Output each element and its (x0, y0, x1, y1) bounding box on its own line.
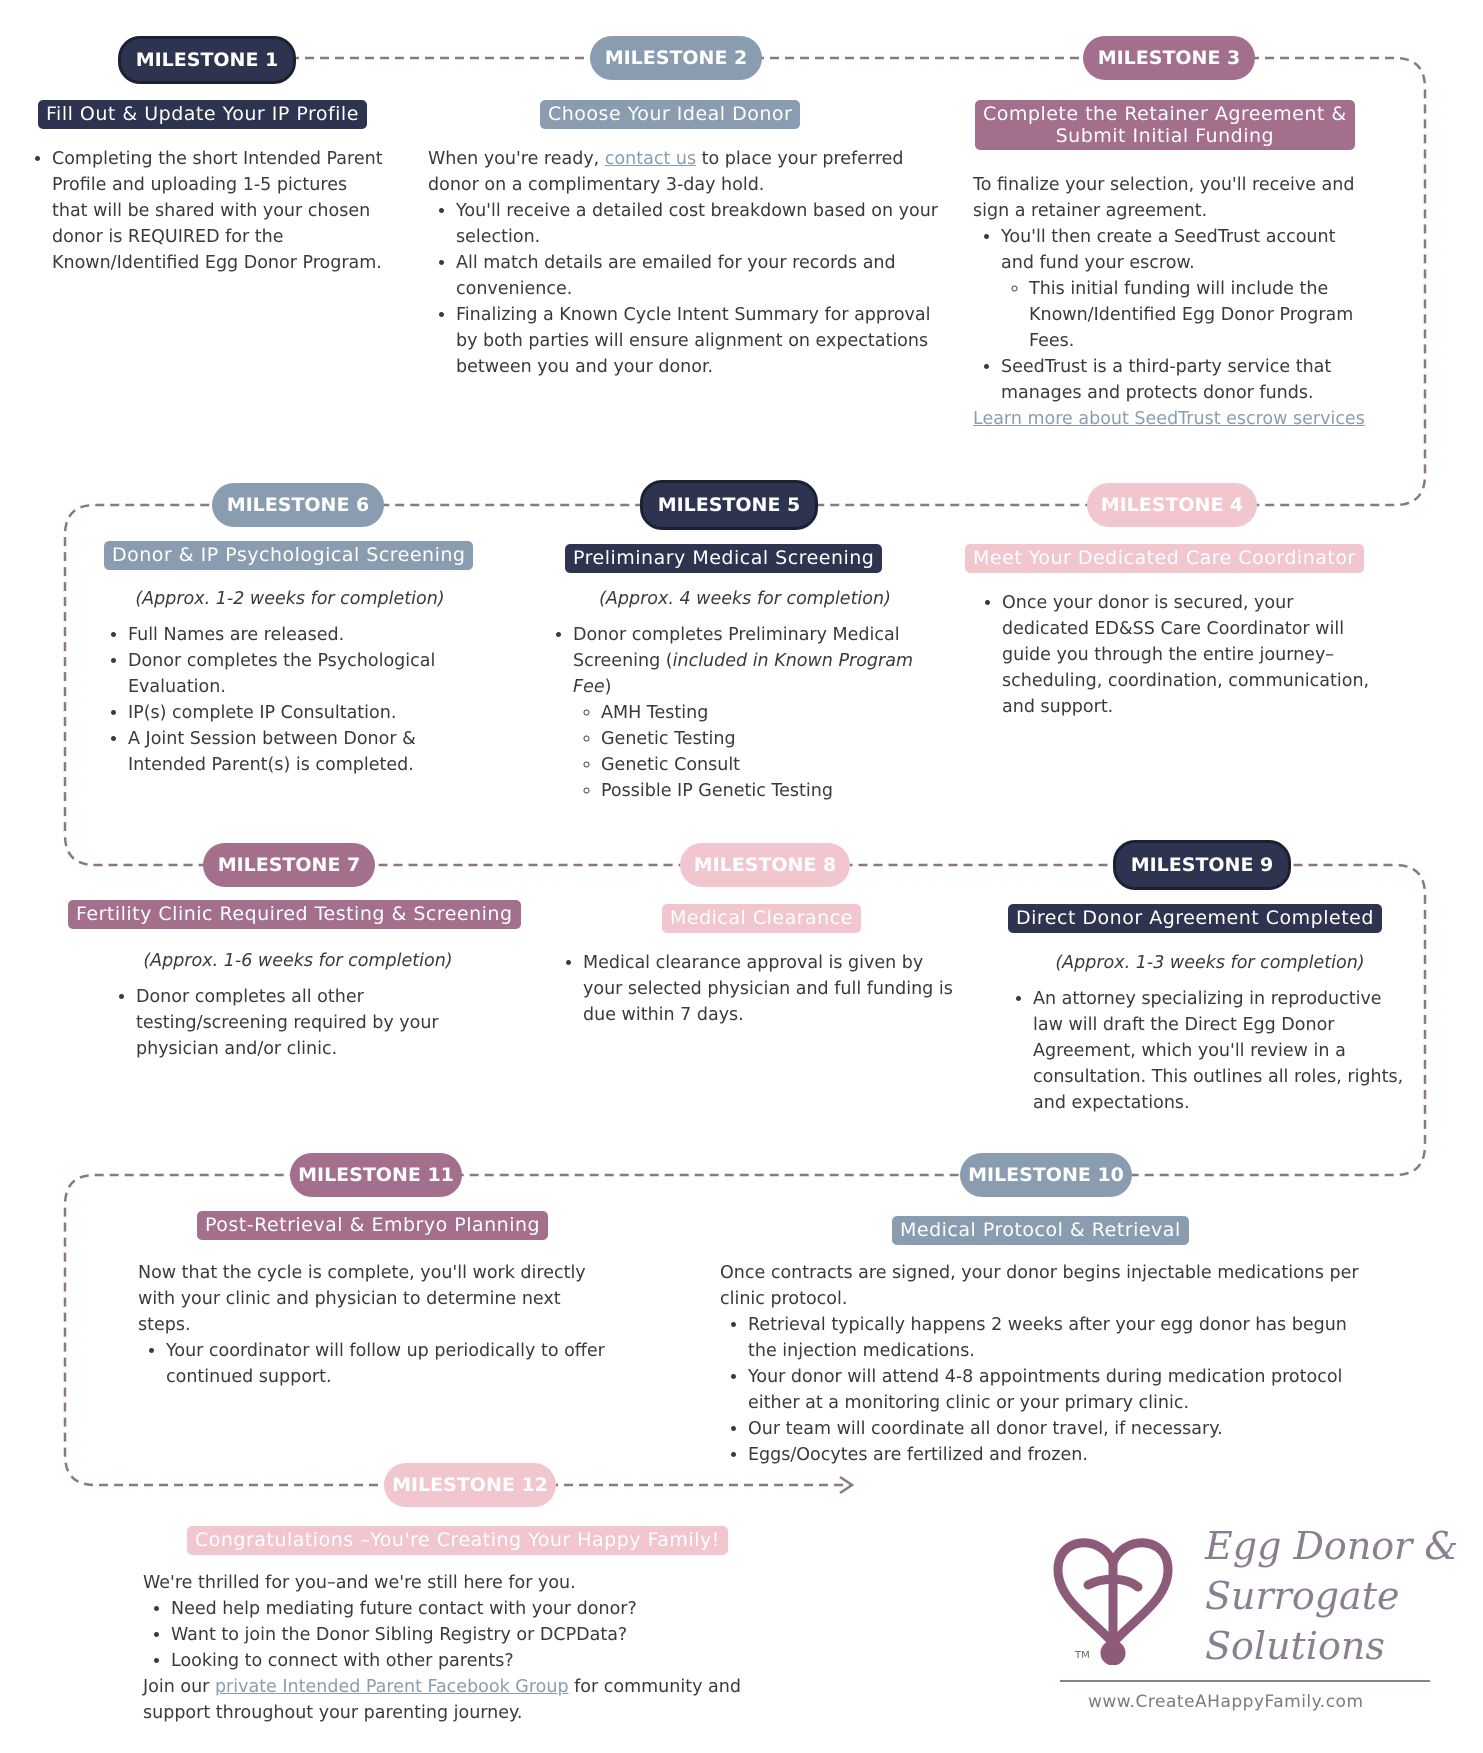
list-item: • Full Names are released. (128, 622, 480, 648)
milestone-1-title: Fill Out & Update Your IP Profile (38, 100, 367, 129)
title-line: Submit Initial Funding (1055, 125, 1275, 147)
milestone-6-badge: MILESTONE 6 (212, 483, 384, 527)
logo-line-1: Egg Donor & (1205, 1524, 1459, 1568)
milestone-7-body (108, 948, 488, 1062)
milestone-5-body (545, 586, 945, 804)
milestone-10-body (720, 1260, 1380, 1468)
milestone-12-badge: MILESTONE 12 (384, 1463, 556, 1507)
milestone-3-intro: To finalize your selection, you'll receive and sign a retainer agreement. (973, 175, 1355, 221)
milestone-1-badge: MILESTONE 1 (118, 36, 296, 84)
milestone-8-body (555, 950, 965, 1028)
seedtrust-link[interactable]: Learn more about SeedTrust escrow services (973, 409, 1365, 429)
milestone-9-title: Direct Donor Agreement Completed (1008, 904, 1382, 933)
list-item: • Need help mediating future contact with your donor? (171, 1596, 803, 1622)
milestone-3-title (975, 100, 1355, 150)
milestone-4-body (974, 590, 1374, 720)
list-item: • Our team will coordinate all donor travel, if necessary. (748, 1416, 1380, 1442)
list-item: • Retrieval typically happens 2 weeks after your egg donor has begun the injection medications. (748, 1312, 1380, 1364)
bullet-text: Donor completes Preliminary Medical Screening ( (573, 625, 900, 671)
list-item: • Want to join the Donor Sibling Registry or DCPData? (171, 1622, 803, 1648)
milestone-8-title: Medical Clearance (662, 904, 861, 933)
milestone-9-body (1005, 950, 1415, 1116)
milestone-10-intro: Once contracts are signed, your donor begins injectable medications per clinic protocol. (720, 1263, 1359, 1309)
milestone-10-badge: MILESTONE 10 (960, 1153, 1132, 1197)
list-item: ◦ Genetic Consult (601, 752, 945, 778)
logo-line-2: Surrogate (1205, 1574, 1400, 1618)
bullet-text: You'll then create a SeedTrust account and fund your escrow. (1001, 227, 1336, 273)
milestone-5-title: Preliminary Medical Screening (565, 544, 882, 573)
list-item: • IP(s) complete IP Consultation. (128, 700, 480, 726)
bullet-text: ) (604, 677, 612, 697)
milestone-2-intro (428, 146, 938, 198)
list-item: • Looking to connect with other parents? (171, 1648, 803, 1674)
list-item: • An attorney specializing in reproductive law will draft the Direct Egg Donor Agreement, which you'll review in a consultation. This outlines all roles, rights, and expectations. (1033, 986, 1415, 1116)
list-item: • SeedTrust is a third-party service that manages and protects donor funds. (1001, 354, 1373, 406)
list-item: • Your donor will attend 4-8 appointments during medication protocol either at a monitoring clinic or your primary clinic. (748, 1364, 1380, 1416)
milestone-5-badge: MILESTONE 5 (640, 480, 818, 530)
list-item: ◦ Genetic Testing (601, 726, 945, 752)
website-url[interactable]: www.CreateAHappyFamily.com (1088, 1692, 1364, 1712)
list-item: • Finalizing a Known Cycle Intent Summary for approval by both parties will ensure alignment on expectations between you and your donor. (456, 302, 938, 380)
milestone-11-title: Post-Retrieval & Embryo Planning (197, 1211, 548, 1240)
bullet-emphasis: included in Known Program Fee (573, 651, 913, 697)
list-item: • Once your donor is secured, your dedicated ED&SS Care Coordinator will guide you through the entire journey–scheduling, coordination, communication, and support. (1002, 590, 1374, 720)
milestone-9-badge: MILESTONE 9 (1113, 840, 1291, 890)
milestone-4-badge: MILESTONE 4 (1087, 483, 1257, 527)
milestone-11-body (138, 1260, 608, 1390)
milestone-12-body (143, 1570, 803, 1726)
contact-us-link[interactable]: contact us (604, 149, 697, 169)
facebook-group-link[interactable]: private Intended Parent Facebook Group (214, 1677, 569, 1697)
milestone-3-badge: MILESTONE 3 (1083, 36, 1255, 80)
list-item: • Medical clearance approval is given by your selected physician and full funding is due within 7 days. (583, 950, 965, 1028)
list-item: ◦ Possible IP Genetic Testing (601, 778, 945, 804)
intro-text: to place your preferred donor on a complimentary 3-day hold. (428, 149, 904, 195)
duration-note: (Approx. 1-2 weeks for completion) (135, 589, 445, 609)
title-line: Complete the Retainer Agreement & (983, 103, 1347, 125)
duration-note: (Approx. 1-3 weeks for completion) (1055, 953, 1365, 973)
list-item: • Donor completes all other testing/screening required by your physician and/or clinic. (136, 984, 488, 1062)
list-item: • Completing the short Intended Parent Profile and uploading 1-5 pictures that will be shared with your chosen donor is REQUIRED for the Known/Identified Egg Donor Program. (52, 146, 384, 276)
list-item: • All match details are emailed for your records and convenience. (456, 250, 938, 302)
heart-logo-icon (1048, 1525, 1178, 1665)
logo-divider (1060, 1680, 1430, 1682)
milestone-4-title: Meet Your Dedicated Care Coordinator (965, 544, 1364, 573)
logo-line-3: Solutions (1205, 1624, 1385, 1668)
milestone-11-badge: MILESTONE 11 (290, 1153, 462, 1197)
milestone-6-title: Donor & IP Psychological Screening (104, 541, 473, 570)
milestone-6-body (100, 586, 480, 778)
list-item: • A Joint Session between Donor & Intended Parent(s) is completed. (128, 726, 480, 778)
list-item (573, 622, 945, 804)
duration-note: (Approx. 4 weeks for completion) (599, 589, 891, 609)
milestone-2-badge: MILESTONE 2 (590, 36, 762, 80)
list-item: • Donor completes the Psychological Evaluation. (128, 648, 480, 700)
outro-text: Join our (143, 1677, 215, 1697)
milestone-12-outro (143, 1674, 803, 1726)
duration-note: (Approx. 1-6 weeks for completion) (143, 951, 453, 971)
list-item: ◦ This initial funding will include the Known/Identified Egg Donor Program Fees. (1029, 276, 1373, 354)
milestone-10-title: Medical Protocol & Retrieval (892, 1216, 1189, 1245)
intro-text: When you're ready, (428, 149, 605, 169)
milestone-12-title: Congratulations –You're Creating Your Happy Family! (187, 1526, 728, 1555)
milestone-3-body (973, 172, 1373, 432)
list-item: • You'll receive a detailed cost breakdown based on your selection. (456, 198, 938, 250)
list-item (1001, 224, 1373, 354)
milestone-12-intro: We're thrilled for you–and we're still here for you. (143, 1573, 576, 1593)
milestone-2-title: Choose Your Ideal Donor (540, 100, 800, 129)
milestone-7-title: Fertility Clinic Required Testing & Screening (68, 900, 521, 929)
milestone-7-badge: MILESTONE 7 (203, 843, 375, 887)
milestone-2-body (428, 146, 938, 380)
milestone-8-badge: MILESTONE 8 (680, 843, 850, 887)
list-item: • Your coordinator will follow up periodically to offer continued support. (166, 1338, 608, 1390)
milestone-11-intro: Now that the cycle is complete, you'll work directly with your clinic and physician to determine next steps. (138, 1263, 586, 1335)
list-item: ◦ AMH Testing (601, 700, 945, 726)
milestone-1-body (24, 146, 384, 276)
outro-text: for community and support throughout your parenting journey. (143, 1677, 741, 1723)
logo-tm: TM (1075, 1650, 1090, 1661)
list-item: • Eggs/Oocytes are fertilized and frozen. (748, 1442, 1380, 1468)
